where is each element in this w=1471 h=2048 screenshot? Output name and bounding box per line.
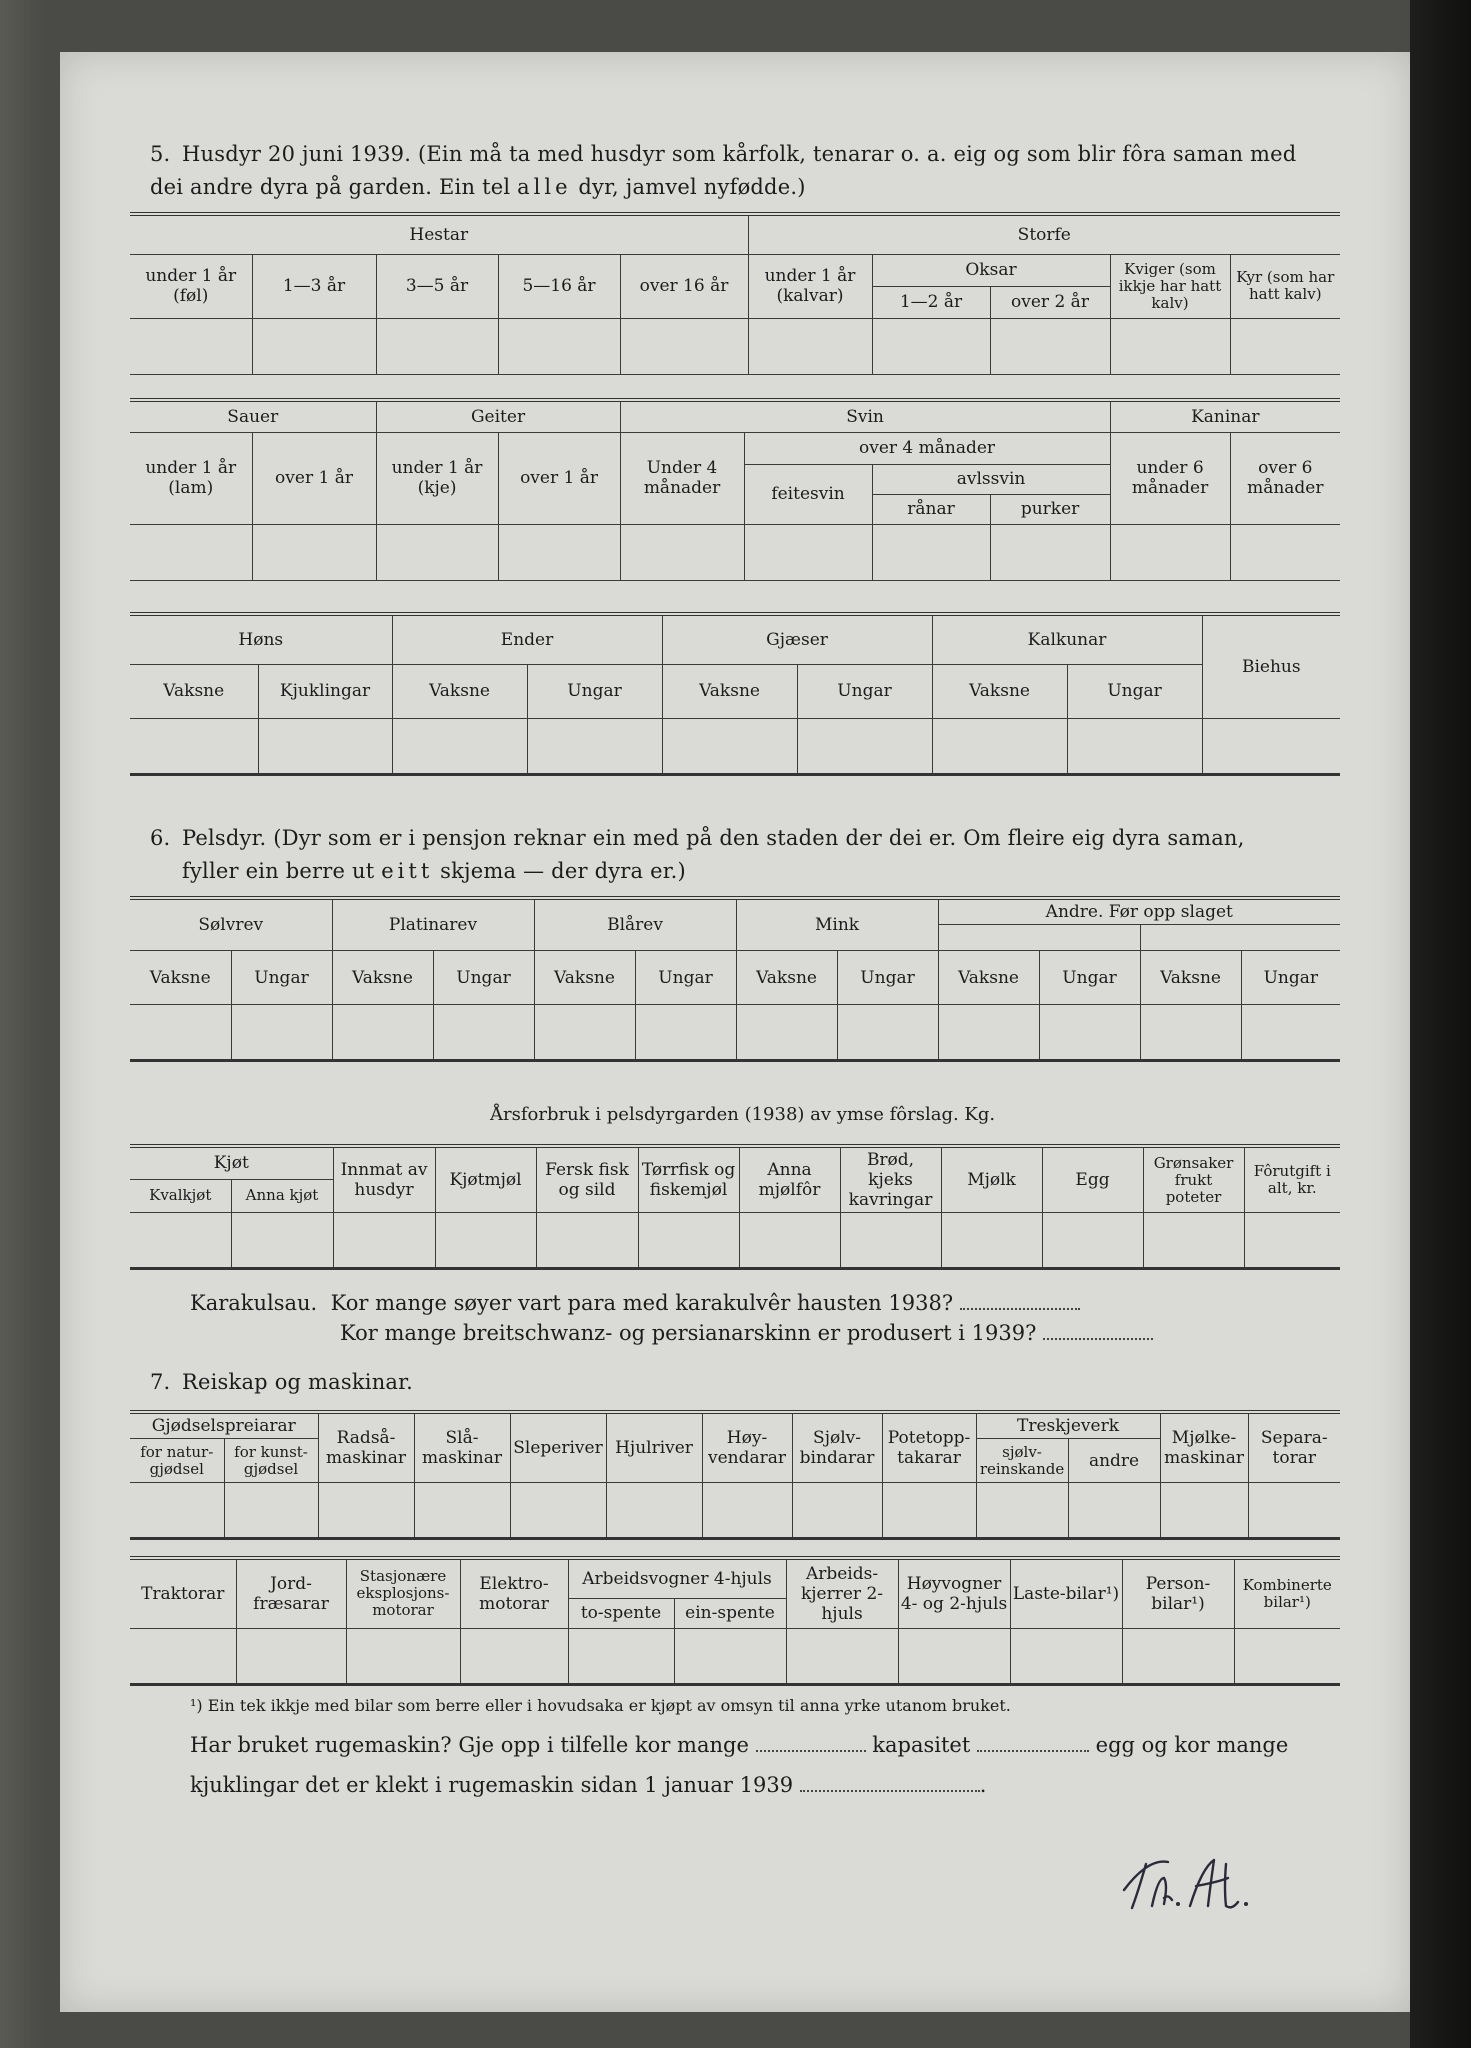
rugemaskin-question-2: kjuklingar det er klekt i rugemaskin sidan 1 januar 1939 [190,1773,794,1797]
input-cell[interactable] [1067,718,1202,774]
input-cell[interactable] [376,524,498,580]
input-cell[interactable] [606,1483,702,1539]
input-cell[interactable] [976,1483,1068,1539]
col-vaksne: Vaksne [130,951,231,1005]
karakul-line-2 [340,1318,1153,1348]
col-naturgjodsel: for natur-gjødsel [130,1439,224,1483]
input-cell[interactable] [333,1213,435,1269]
col-torrfisk: Tørrfisk og fiskemjøl [638,1146,739,1213]
col-ungar: Ungar [837,951,938,1005]
header-kalkunar: Kalkunar [932,614,1202,664]
input-cell[interactable] [130,1213,231,1269]
rugemaskin-kapasitet-label: kapasitet [872,1733,971,1757]
col-hons-kjuklingar: Kjuklingar [258,664,392,718]
section-5-line2a: dei andre dyra på garden. Ein tel [150,175,518,199]
col-stasjonaere-motorar: Stasjonære eksplosjons-motorar [346,1558,460,1628]
input-cell[interactable] [346,1628,460,1684]
input-cell[interactable] [536,1213,638,1269]
col-vaksne: Vaksne [534,951,635,1005]
karakul-question-2: Kor mange breitschwanz- og persianarskinn er produsert i 1939? [340,1321,1037,1345]
col-kyr: Kyr (som har hatt kalv) [1230,254,1340,318]
input-cell[interactable] [460,1628,568,1684]
col-feitesvin: feitesvin [744,464,872,524]
col-ungar: Ungar [635,951,736,1005]
input-cell[interactable] [739,1213,840,1269]
col-sau-over1: over 1 år [252,432,376,524]
rugemaskin-kjuklingar-field[interactable] [800,1776,980,1792]
header-geiter: Geiter [376,400,620,432]
table-row-entry [130,1005,1340,1061]
col-traktorar: Traktorar [130,1558,236,1628]
livestock-table-sheep-goats-pigs-rabbits [130,398,1340,581]
col-lastebilar: Laste-bilar¹) [1010,1558,1122,1628]
header-hons: Høns [130,614,392,664]
section-6-line1: Pelsdyr. (Dyr som er i pensjon reknar ein med på den staden der dei er. Om fleire eig dyra saman, [182,826,1245,850]
input-cell[interactable] [498,318,620,374]
col-oksar-over2: over 2 år [990,286,1110,318]
col-brod: Brød, kjeks kavringar [840,1146,941,1213]
karakul-question-1: Kor mange søyer vart para med karakulvêr hausten 1938? [330,1291,954,1315]
header-over4: over 4 månader [744,432,1110,464]
section-6-number: 6. [150,826,171,850]
binding-spine [1410,0,1471,2048]
input-cell[interactable] [1160,1483,1248,1539]
karakul-answer-2[interactable] [1043,1324,1153,1340]
col-geit-over1: over 1 år [498,432,620,524]
input-cell[interactable] [231,1005,332,1061]
karakul-line-1 [190,1288,1080,1318]
col-ender-vaksne: Vaksne [392,664,527,718]
col-einspente: ein-spente [674,1598,786,1628]
col-hest-over16: over 16 år [620,254,748,318]
section-5-number: 5. [150,142,171,166]
handwritten-signature [1118,1848,1268,1918]
rugemaskin-count-field[interactable] [756,1736,866,1752]
col-ungar: Ungar [231,951,332,1005]
input-cell[interactable] [638,1213,739,1269]
input-cell[interactable] [1110,524,1230,580]
input-cell[interactable] [786,1628,898,1684]
input-cell[interactable] [435,1213,536,1269]
input-cell[interactable] [1143,1213,1244,1269]
col-hest-3-5: 3—5 år [376,254,498,318]
col-ranar: rånar [872,494,990,524]
header-avlssvin: avlssvin [872,464,1110,494]
col-anna-mjolfor: Anna mjølfôr [739,1146,840,1213]
col-kombinerte-bilar: Kombinerte bilar¹) [1234,1558,1340,1628]
input-cell[interactable] [1241,1005,1340,1061]
section-7-title: Reiskap og maskinar. [182,1370,413,1394]
input-cell[interactable] [414,1483,510,1539]
col-hoyvendarar: Høy-vendarar [702,1412,792,1483]
col-mjolkemaskinar: Mjølke-maskinar [1160,1412,1248,1483]
header-treskjeverk: Treskjeverk [976,1412,1160,1439]
input-cell[interactable] [932,718,1067,774]
col-sjolvbindarar: Sjølv-bindarar [792,1412,882,1483]
rugemaskin-line-1 [190,1730,1288,1760]
footnote: ¹) Ein tek ikkje med bilar som berre eller i hovudsaka er kjøpt av omsyn til anna yrke utanom bruket. [190,1696,1011,1715]
col-kunstgjodsel: for kunst-gjødsel [224,1439,318,1483]
col-purker: purker [990,494,1110,524]
col-ungar: Ungar [1039,951,1140,1005]
input-cell[interactable] [620,318,748,374]
table-row-entry [130,1628,1340,1684]
input-cell[interactable] [792,1483,882,1539]
rugemaskin-capacity-field[interactable] [977,1736,1089,1752]
col-kjotmjol: Kjøtmjøl [435,1146,536,1213]
col-vaksne: Vaksne [1140,951,1241,1005]
col-separatorar: Separa-torar [1248,1412,1340,1483]
input-cell[interactable] [130,1005,231,1061]
input-cell[interactable] [498,524,620,580]
input-cell[interactable] [130,524,252,580]
input-cell[interactable] [231,1213,333,1269]
input-cell[interactable] [1122,1628,1234,1684]
andre-slot-2[interactable] [1140,925,1340,951]
input-cell[interactable] [990,318,1110,374]
input-cell[interactable] [702,1483,792,1539]
col-kviger: Kviger (som ikkje har hatt kalv) [1110,254,1230,318]
header-gjodselspreiarar: Gjødselspreiarar [130,1412,318,1439]
col-ungar: Ungar [433,951,534,1005]
input-cell[interactable] [392,718,527,774]
karakul-label: Karakulsau. [190,1291,318,1315]
col-egg: Egg [1042,1146,1143,1213]
input-cell[interactable] [1202,718,1340,774]
col-vaksne: Vaksne [938,951,1039,1005]
input-cell[interactable] [674,1628,786,1684]
input-cell[interactable] [527,718,662,774]
input-cell[interactable] [252,318,376,374]
input-cell[interactable] [1010,1628,1122,1684]
col-oksar-1-2: 1—2 år [872,286,990,318]
col-potetopptakarar: Potetopp-takarar [882,1412,976,1483]
header-storfe: Storfe [748,214,1340,254]
input-cell[interactable] [938,1005,1039,1061]
col-innmat: Innmat av husdyr [333,1146,435,1213]
feed-table-title: Årsforbruk i pelsdyrgarden (1938) av ymse fôrslag. Kg. [490,1104,996,1125]
input-cell[interactable] [252,524,376,580]
col-kanin-over6: over 6 månader [1230,432,1340,524]
input-cell[interactable] [224,1483,318,1539]
section-7-number: 7. [150,1370,171,1394]
section-5-line1: Husdyr 20 juni 1939. (Ein må ta med husdyr som kårfolk, tenarar o. a. eig og som blir fôra saman med [182,142,1297,166]
col-elektromotorar: Elektro-motorar [460,1558,568,1628]
input-cell[interactable] [872,318,990,374]
andre-slot-1[interactable] [938,925,1140,951]
col-kanin-under6: under 6 månader [1110,432,1230,524]
input-cell[interactable] [1244,1213,1340,1269]
input-cell[interactable] [837,1005,938,1061]
col-personbilar: Person-bilar¹) [1122,1558,1234,1628]
col-anna-kjot: Anna kjøt [231,1179,333,1212]
col-arbeidskjerrer: Arbeids-kjerrer 2-hjuls [786,1558,898,1628]
input-cell[interactable] [744,524,872,580]
col-sjolvreinskande: sjølv-reinskande [976,1439,1068,1483]
table-row-entry [130,1483,1340,1539]
col-jordfraesarar: Jord-fræsarar [236,1558,346,1628]
col-radsamaskinar: Radså-maskinar [318,1412,414,1483]
rugemaskin-line-2: kjuklingar det er klekt i rugemaskin sidan 1 januar 1939 . [190,1773,987,1797]
input-cell[interactable] [1110,318,1230,374]
fur-animals-table [130,896,1340,1062]
input-cell[interactable] [635,1005,736,1061]
col-gronsaker: Grønsaker frukt poteter [1143,1146,1244,1213]
col-vaksne: Vaksne [736,951,837,1005]
input-cell[interactable] [433,1005,534,1061]
col-biehus: Biehus [1202,614,1340,718]
input-cell[interactable] [258,718,392,774]
table-row-entry [130,524,1340,580]
header-platinarev: Platinarev [332,898,534,951]
col-hoyvogner: Høyvogner 4- og 2-hjuls [898,1558,1010,1628]
table-row-entry [130,318,1340,374]
section-6-emphasis: eitt [381,859,434,883]
input-cell[interactable] [130,1483,224,1539]
header-andre: Andre. Før opp slaget [938,898,1340,925]
col-ungar: Ungar [1241,951,1340,1005]
vehicles-table [130,1556,1340,1686]
input-cell[interactable] [1230,318,1340,374]
input-cell[interactable] [748,318,872,374]
header-oksar: Oksar [872,254,1110,286]
feed-consumption-table [130,1144,1340,1270]
input-cell[interactable] [736,1005,837,1061]
livestock-table-horses-cattle [130,212,1340,375]
rugemaskin-egg-label: egg og kor mange [1095,1733,1289,1757]
col-slamaskinar: Slå-maskinar [414,1412,510,1483]
input-cell[interactable] [130,718,258,774]
col-kalkunar-ungar: Ungar [1067,664,1202,718]
input-cell[interactable] [1039,1005,1140,1061]
section-5-emphasis: alle [517,175,572,199]
input-cell[interactable] [1140,1005,1241,1061]
col-tresk-andre: andre [1068,1439,1160,1483]
input-cell[interactable] [872,524,990,580]
col-kalkunar-vaksne: Vaksne [932,664,1067,718]
input-cell[interactable] [130,1628,236,1684]
input-cell[interactable] [1248,1483,1340,1539]
col-ender-ungar: Ungar [527,664,662,718]
equipment-table [130,1410,1340,1540]
input-cell[interactable] [332,1005,433,1061]
input-cell[interactable] [236,1628,346,1684]
section-6-line2c: skjema — der dyra er.) [433,859,686,883]
col-gjaser-vaksne: Vaksne [662,664,797,718]
input-cell[interactable] [1230,524,1340,580]
col-sleperiver: Sleperiver [510,1412,606,1483]
table-row-entry [130,1213,1340,1269]
col-hest-5-16: 5—16 år [498,254,620,318]
header-solvrev: Sølvrev [130,898,332,951]
header-hestar: Hestar [130,214,748,254]
input-cell[interactable] [510,1483,606,1539]
input-cell[interactable] [662,718,797,774]
col-hest-1-3: 1—3 år [252,254,376,318]
col-kvalkjot: Kvalkjøt [130,1179,231,1212]
col-vaksne: Vaksne [332,951,433,1005]
header-mink: Mink [736,898,938,951]
karakul-answer-1[interactable] [960,1294,1080,1310]
input-cell[interactable] [840,1213,941,1269]
input-cell[interactable] [797,718,932,774]
col-kalvar: under 1 år (kalvar) [748,254,872,318]
section-5-line2c: dyr, jamvel nyfødde.) [571,175,806,199]
header-kjot: Kjøt [130,1146,333,1179]
col-tospente: to-spente [568,1598,674,1628]
input-cell[interactable] [990,524,1110,580]
input-cell[interactable] [882,1483,976,1539]
col-svin-under4: Under 4 månader [620,432,744,524]
col-fersk-fisk: Fersk fisk og sild [536,1146,638,1213]
col-mjolk: Mjølk [941,1146,1042,1213]
col-kje: under 1 år (kje) [376,432,498,524]
input-cell[interactable] [941,1213,1042,1269]
section-5-heading [150,138,1350,204]
input-cell[interactable] [1068,1483,1160,1539]
header-ender: Ender [392,614,662,664]
input-cell[interactable] [130,318,252,374]
input-cell[interactable] [1234,1628,1340,1684]
input-cell[interactable] [318,1483,414,1539]
poultry-table [130,612,1340,776]
header-svin: Svin [620,400,1110,432]
input-cell[interactable] [620,524,744,580]
section-7-heading [150,1366,413,1399]
header-arbeidsvogner: Arbeidsvogner 4-hjuls [568,1558,786,1598]
header-blarev: Blårev [534,898,736,951]
col-lam: under 1 år (lam) [130,432,252,524]
col-hjulriver: Hjulriver [606,1412,702,1483]
table-row-entry [130,718,1340,774]
input-cell[interactable] [534,1005,635,1061]
header-gjaser: Gjæser [662,614,932,664]
col-hest-under1: under 1 år (føl) [130,254,252,318]
rugemaskin-question: Har bruket rugemaskin? Gje opp i tilfelle kor mange [190,1733,749,1757]
input-cell[interactable] [1042,1213,1143,1269]
input-cell[interactable] [376,318,498,374]
section-6-line2a: fyller ein berre ut [182,859,382,883]
input-cell[interactable] [568,1628,674,1684]
header-sauer: Sauer [130,400,376,432]
header-kaninar: Kaninar [1110,400,1340,432]
col-gjaser-ungar: Ungar [797,664,932,718]
section-6-heading [150,822,1350,888]
col-forutgift: Fôrutgift i alt, kr. [1244,1146,1340,1213]
input-cell[interactable] [898,1628,1010,1684]
col-hons-vaksne: Vaksne [130,664,258,718]
